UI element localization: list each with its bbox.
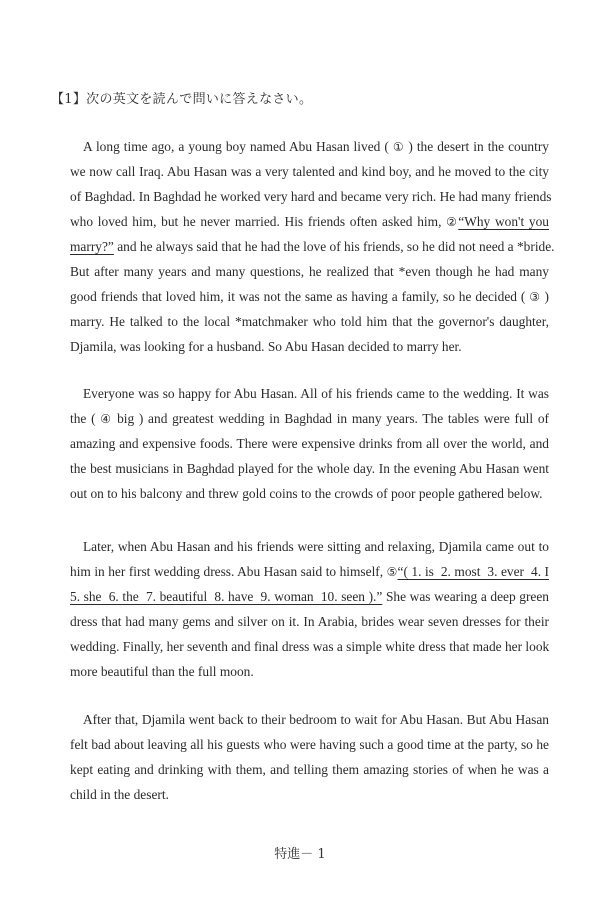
blank-1-marker: ① <box>392 140 405 154</box>
text-line: we now call Iraq. Abu Hasan was a very talented and kind boy, and he moved to the city <box>70 164 549 179</box>
paragraph-1 <box>70 134 555 359</box>
text-line: more beautiful than the full moon. <box>70 664 254 679</box>
text-line: the ( ④ big ) and greatest wedding in Baghdad in many years. The tables were full of <box>70 411 549 426</box>
text-line: good friends that loved him, it was not the same as having a family, so he decided ( ③ ) <box>70 289 549 304</box>
text-line: Everyone was so happy for Abu Hasan. All of his friends came to the wedding. It was <box>83 386 549 401</box>
text-line: out on to his balcony and threw gold coins to the crowds of poor people gathered below. <box>70 486 543 501</box>
text-line: A long time ago, a young boy named Abu Hasan lived ( ① ) the desert in the country <box>83 139 549 154</box>
paragraph-4 <box>70 707 549 807</box>
text-line: 5. she 6. the 7. beautiful 8. have 9. woman 10. seen ).” She was wearing a deep green <box>70 589 549 604</box>
text-line: Later, when Abu Hasan and his friends were sitting and relaxing, Djamila came out to <box>83 539 549 554</box>
text-line: wedding. Finally, her seventh and final dress was a simple white dress that made her look <box>70 639 550 654</box>
text-line: kept eating and drinking with them, and telling them amazing stories of when he was a <box>70 762 549 777</box>
text-line: of Baghdad. In Baghdad he worked very hard and became very rich. He had many friends <box>70 189 552 204</box>
text-line: who loved him, but he never married. His friends often asked him, ②“Why won't you <box>70 214 549 229</box>
text-line: Djamila, was looking for a husband. So Abu Hasan decided to marry her. <box>70 339 462 354</box>
blank-4-marker: ④ <box>100 412 113 426</box>
text-line: marry. He talked to the local *matchmaker who told him that the governor's daughter, <box>70 314 549 329</box>
underlined-text-5: 5. she 6. the 7. beautiful 8. have 9. woman 10. seen ).” <box>70 589 383 604</box>
underlined-text-5: “( 1. is 2. most 3. ever 4. I <box>397 564 549 579</box>
text-line: the best musicians in Baghdad played for the whole day. In the evening Abu Hasan went <box>70 461 549 476</box>
text-line: felt bad about leaving all his guests who were having such a good time at the party, so he <box>70 737 549 752</box>
underline-2-marker: ② <box>446 215 459 229</box>
page-number: 特進－ 1 <box>274 847 326 862</box>
question-heading: 【1】次の英文を読んで問いに答えなさい。 <box>51 92 313 107</box>
text-line: him in her first wedding dress. Abu Hasan said to himself, ⑤“( 1. is 2. most 3. ever 4. I <box>70 564 549 579</box>
text-line: child in the desert. <box>70 787 169 802</box>
paragraph-3 <box>70 534 549 684</box>
text-line: dress that had many gems and silver on it. In Arabia, brides wear seven dresses for their <box>70 614 549 629</box>
underline-5-marker: ⑤ <box>386 565 398 579</box>
text-line: After that, Djamila went back to their bedroom to wait for Abu Hasan. But Abu Hasan <box>83 712 549 727</box>
underlined-text-2: “Why won't you <box>458 214 549 229</box>
underlined-text-2: marry?” <box>70 239 114 254</box>
blank-3-marker: ③ <box>529 290 541 304</box>
text-line: amazing and expensive foods. There were expensive drinks from all over the world, and <box>70 436 549 451</box>
paragraph-2 <box>70 381 549 506</box>
text-line: marry?” and he always said that he had the love of his friends, so he did not need a *bride. <box>70 239 555 254</box>
text-line: But after many years and many questions, he realized that *even though he had many <box>70 264 549 279</box>
